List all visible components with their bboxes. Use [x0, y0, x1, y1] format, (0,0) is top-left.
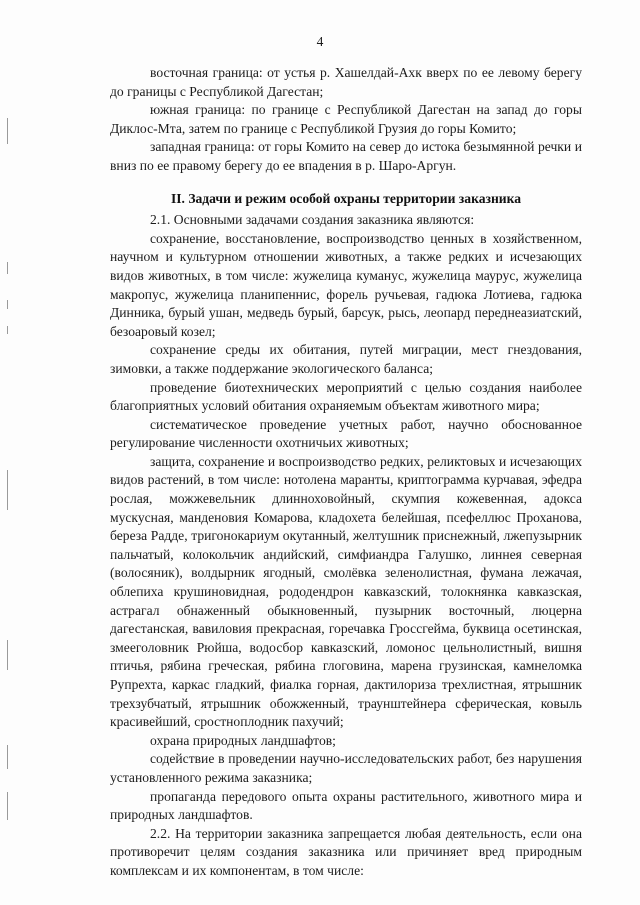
- scan-margin-mark: [7, 262, 8, 274]
- task-promotion-paragraph: пропаганда передового опыта охраны растительного, животного мира и природных ландшафтов.: [110, 788, 582, 823]
- scan-margin-mark: [7, 792, 8, 820]
- task-research-paragraph: содействие в проведении научно-исследовательских работ, без нарушения установленного режима заказника;: [110, 751, 582, 785]
- page-number: 4: [316, 34, 324, 49]
- scan-margin-mark: [7, 745, 8, 769]
- scan-margin-mark: [7, 300, 8, 309]
- task-landscapes-paragraph: охрана природных ландшафтов;: [150, 732, 336, 748]
- boundary-south-paragraph: южная граница: по границе с Республикой Дагестан на запад до горы Диклос-Мта, затем по границе с Республикой Грузия до горы Комито;: [110, 102, 582, 136]
- clause-2-2-paragraph: 2.2. На территории заказника запрещается любая деятельность, если она противоречит целям создания заказника или причиняет вред природным комплексам и их компонентам, в том числе:: [110, 825, 582, 878]
- boundary-east-paragraph: восточная граница: от устья р. Хашелдай-Ахк вверх по ее левому берегу до границы с Республикой Дагестан;: [110, 65, 582, 99]
- scan-margin-mark: [7, 326, 8, 334]
- section-heading: II. Задачи и режим особой охраны территории заказника: [170, 190, 522, 206]
- task-census-paragraph: систематическое проведение учетных работ, научно обоснованное регулирование численности охотничьих животных;: [110, 416, 582, 451]
- task-animals-paragraph: сохранение, восстановление, воспроизводство ценных в хозяйственном, научном и культурном отношении животных, а также редких и исчезающих видов животных, в том числе: жужелица куманус, жужелица маурус, жужелица макропус, жужелица планипеннис, форель ручьевая, гадюка Лотиева, гадюка Динника, бурый ушан, медведь бурый, барсук, рысь, леопард переднеазиатский, безоаровый козел;: [110, 230, 582, 339]
- task-habitat-paragraph: сохранение среды их обитания, путей миграции, мест гнездования, зимовки, а также поддержание экологического баланса;: [110, 342, 582, 376]
- task-plants-paragraph: защита, сохранение и воспроизводство редких, реликтовых и исчезающих видов растений, в том числе: нотолена маранты, криптограмма курчавая, эфедра рослая, можжевельник длинноховойный, скумпия кожевенная, адокса мускусная, манденовия Комарова, кладохета белейшая, псефеллюс Проханова, береза Радде, тригонокариум окутанный, желтушник приснежный, лжепузырник пальчатый, колокольчик андийский, симфиандра Галушко, линнея северная (волосяник), волдырник ягодный, смолёвка зеленолистная, фумана лежачая, облепиха крушиновидная, рододендрон кавказский, толокнянка кавказская, астрагал обнаженный обыкновенный, пузырник восточный, люцерна дагестанская, вавиловия прекрасная, горечавка Гроссгейма, буквица осетинская, змееголовник Рюйша, водосбор кавказский, ломонос цельнолистный, вишня птичья, рябина греческая, рябина глоговина, марена грузинская, камнеломка Рупрехта, каркас гладкий, фиалка горная, дактилориза трехлистная, ятрышник трехзубчатый, ятрышник обожженный, траунштейнера сферическая, ковыль красивейший, сростноплодник пахучий;: [110, 453, 582, 730]
- clause-2-1-intro: 2.1. Основными задачами создания заказника являются:: [150, 212, 475, 228]
- scan-margin-mark: [7, 640, 8, 670]
- task-biotechnical-paragraph: проведение биотехнических мероприятий с целью создания наиболее благоприятных условий обитания охраняемым объектам животного мира;: [110, 379, 582, 414]
- scan-margin-mark: [7, 118, 8, 144]
- scan-margin-mark: [7, 470, 8, 510]
- document-body: [110, 64, 582, 881]
- boundary-west-paragraph: западная граница: от горы Комито на север до истока безымянной речки и вниз по ее правому берегу до ее впадения в р. Шаро-Аргун.: [110, 139, 582, 173]
